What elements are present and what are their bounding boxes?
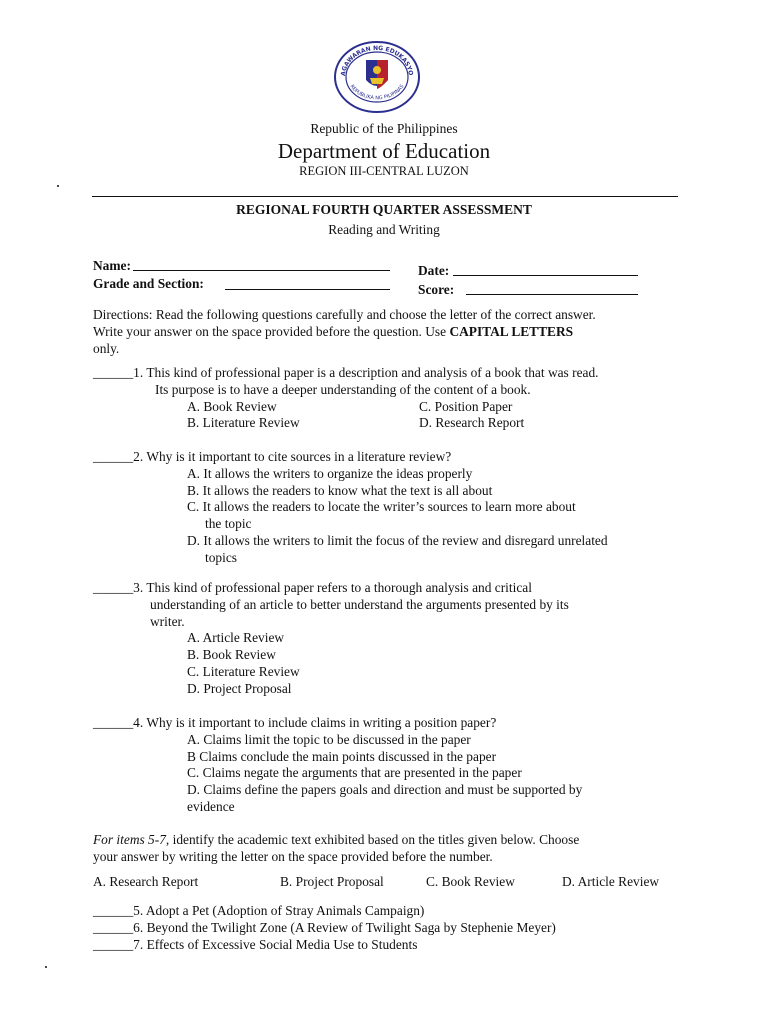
question-3-choice-d: D. Project Proposal: [187, 681, 292, 696]
question-2-choice-d-cont: topics: [205, 550, 237, 565]
question-2-choice-d: D. It allows the writers to limit the focus of the review and disregard unrelated: [187, 533, 608, 548]
directions-text: Write your answer on the space provided before the question. Use: [93, 324, 450, 339]
question-4-choice-c: C. Claims negate the arguments that are presented in the paper: [187, 765, 522, 780]
question-1-choice-a: A. Book Review: [187, 399, 277, 414]
items-5-7-label: For items 5-7,: [93, 832, 170, 847]
question-1-stem: ______1. This kind of professional paper is a description and analysis of a book that was read.: [93, 365, 599, 380]
option-c: C. Book Review: [426, 874, 515, 889]
score-label: Score:: [418, 282, 455, 297]
question-4-choice-a: A. Claims limit the topic to be discussed in the paper: [187, 732, 471, 747]
date-field[interactable]: [453, 275, 638, 276]
items-5-7-intro: [93, 832, 579, 848]
question-2-choice-c: C. It allows the readers to locate the writer’s sources to learn more about: [187, 499, 576, 514]
question-2-choice-a: A. It allows the writers to organize the ideas properly: [187, 466, 473, 481]
directions-line-1: Directions: Read the following questions carefully and choose the letter of the correct answer.: [93, 307, 596, 322]
region-heading: REGION III-CENTRAL LUZON: [299, 164, 469, 178]
question-3-choice-c: C. Literature Review: [187, 664, 300, 679]
grade-section-field[interactable]: [225, 289, 390, 290]
question-1-choice-b: B. Literature Review: [187, 415, 300, 430]
exam-title: REGIONAL FOURTH QUARTER ASSESSMENT: [236, 202, 532, 217]
item-7: ______7. Effects of Excessive Social Media Use to Students: [93, 937, 418, 952]
question-2-stem: ______2. Why is it important to cite sources in a literature review?: [93, 449, 452, 464]
svg-text:REPUBLIKA NG PILIPINAS: REPUBLIKA NG PILIPINAS: [348, 83, 406, 102]
question-1-stem-cont: Its purpose is to have a deeper understanding of the content of a book.: [155, 382, 531, 397]
option-d: D. Article Review: [562, 874, 660, 889]
svg-text:KAGAWARAN NG EDUKASYON: AGAWARAN NG EDUKASYO: [339, 44, 415, 77]
item-6: ______6. Beyond the Twilight Zone (A Review of Twilight Saga by Stephenie Meyer): [93, 920, 556, 935]
republic-heading: Republic of the Philippines: [310, 121, 458, 136]
name-field[interactable]: [133, 270, 390, 271]
question-1-choice-c: C. Position Paper: [419, 399, 513, 414]
date-label: Date:: [418, 263, 450, 278]
directions-line-3: only.: [93, 341, 120, 356]
question-3-stem-cont-1: understanding of an article to better understand the arguments presented by its: [150, 597, 569, 612]
directions-line-2: [93, 324, 573, 340]
item-5: ______5. Adopt a Pet (Adoption of Stray Animals Campaign): [93, 903, 425, 918]
question-4-choice-d-cont: evidence: [187, 799, 235, 814]
items-5-7-intro-cont: your answer by writing the letter on the space provided before the number.: [93, 849, 493, 864]
question-3-stem: ______3. This kind of professional paper refers to a thorough analysis and critical: [93, 580, 532, 595]
question-2-choice-b: B. It allows the readers to know what the text is all about: [187, 483, 493, 498]
question-1-choice-d: D. Research Report: [419, 415, 525, 430]
deped-seal: [333, 40, 421, 114]
question-3-stem-cont-2: writer.: [150, 614, 185, 629]
question-2-choice-c-cont: the topic: [205, 516, 252, 531]
header-rule: [92, 196, 678, 197]
department-heading: Department of Education: [277, 139, 491, 163]
question-3-choice-b: B. Book Review: [187, 647, 276, 662]
name-label: Name:: [93, 258, 131, 273]
option-a: A. Research Report: [93, 874, 199, 889]
question-3-choice-a: A. Article Review: [187, 630, 285, 645]
option-b: B. Project Proposal: [280, 874, 384, 889]
grade-section-label: Grade and Section:: [93, 276, 204, 291]
margin-dot-bottom: [45, 966, 47, 968]
capital-letters-emphasis: CAPITAL LETTERS: [449, 324, 574, 339]
score-field[interactable]: [466, 294, 638, 295]
margin-dot: [57, 185, 59, 187]
items-5-7-instruction: identify the academic text exhibited based on the titles given below. Choose: [169, 832, 580, 847]
exam-subject: Reading and Writing: [328, 222, 440, 237]
question-4-choice-d: D. Claims define the papers goals and direction and must be supported by: [187, 782, 583, 797]
question-4-choice-b: B Claims conclude the main points discussed in the paper: [187, 749, 497, 764]
question-4-stem: ______4. Why is it important to include claims in writing a position paper?: [93, 715, 497, 730]
